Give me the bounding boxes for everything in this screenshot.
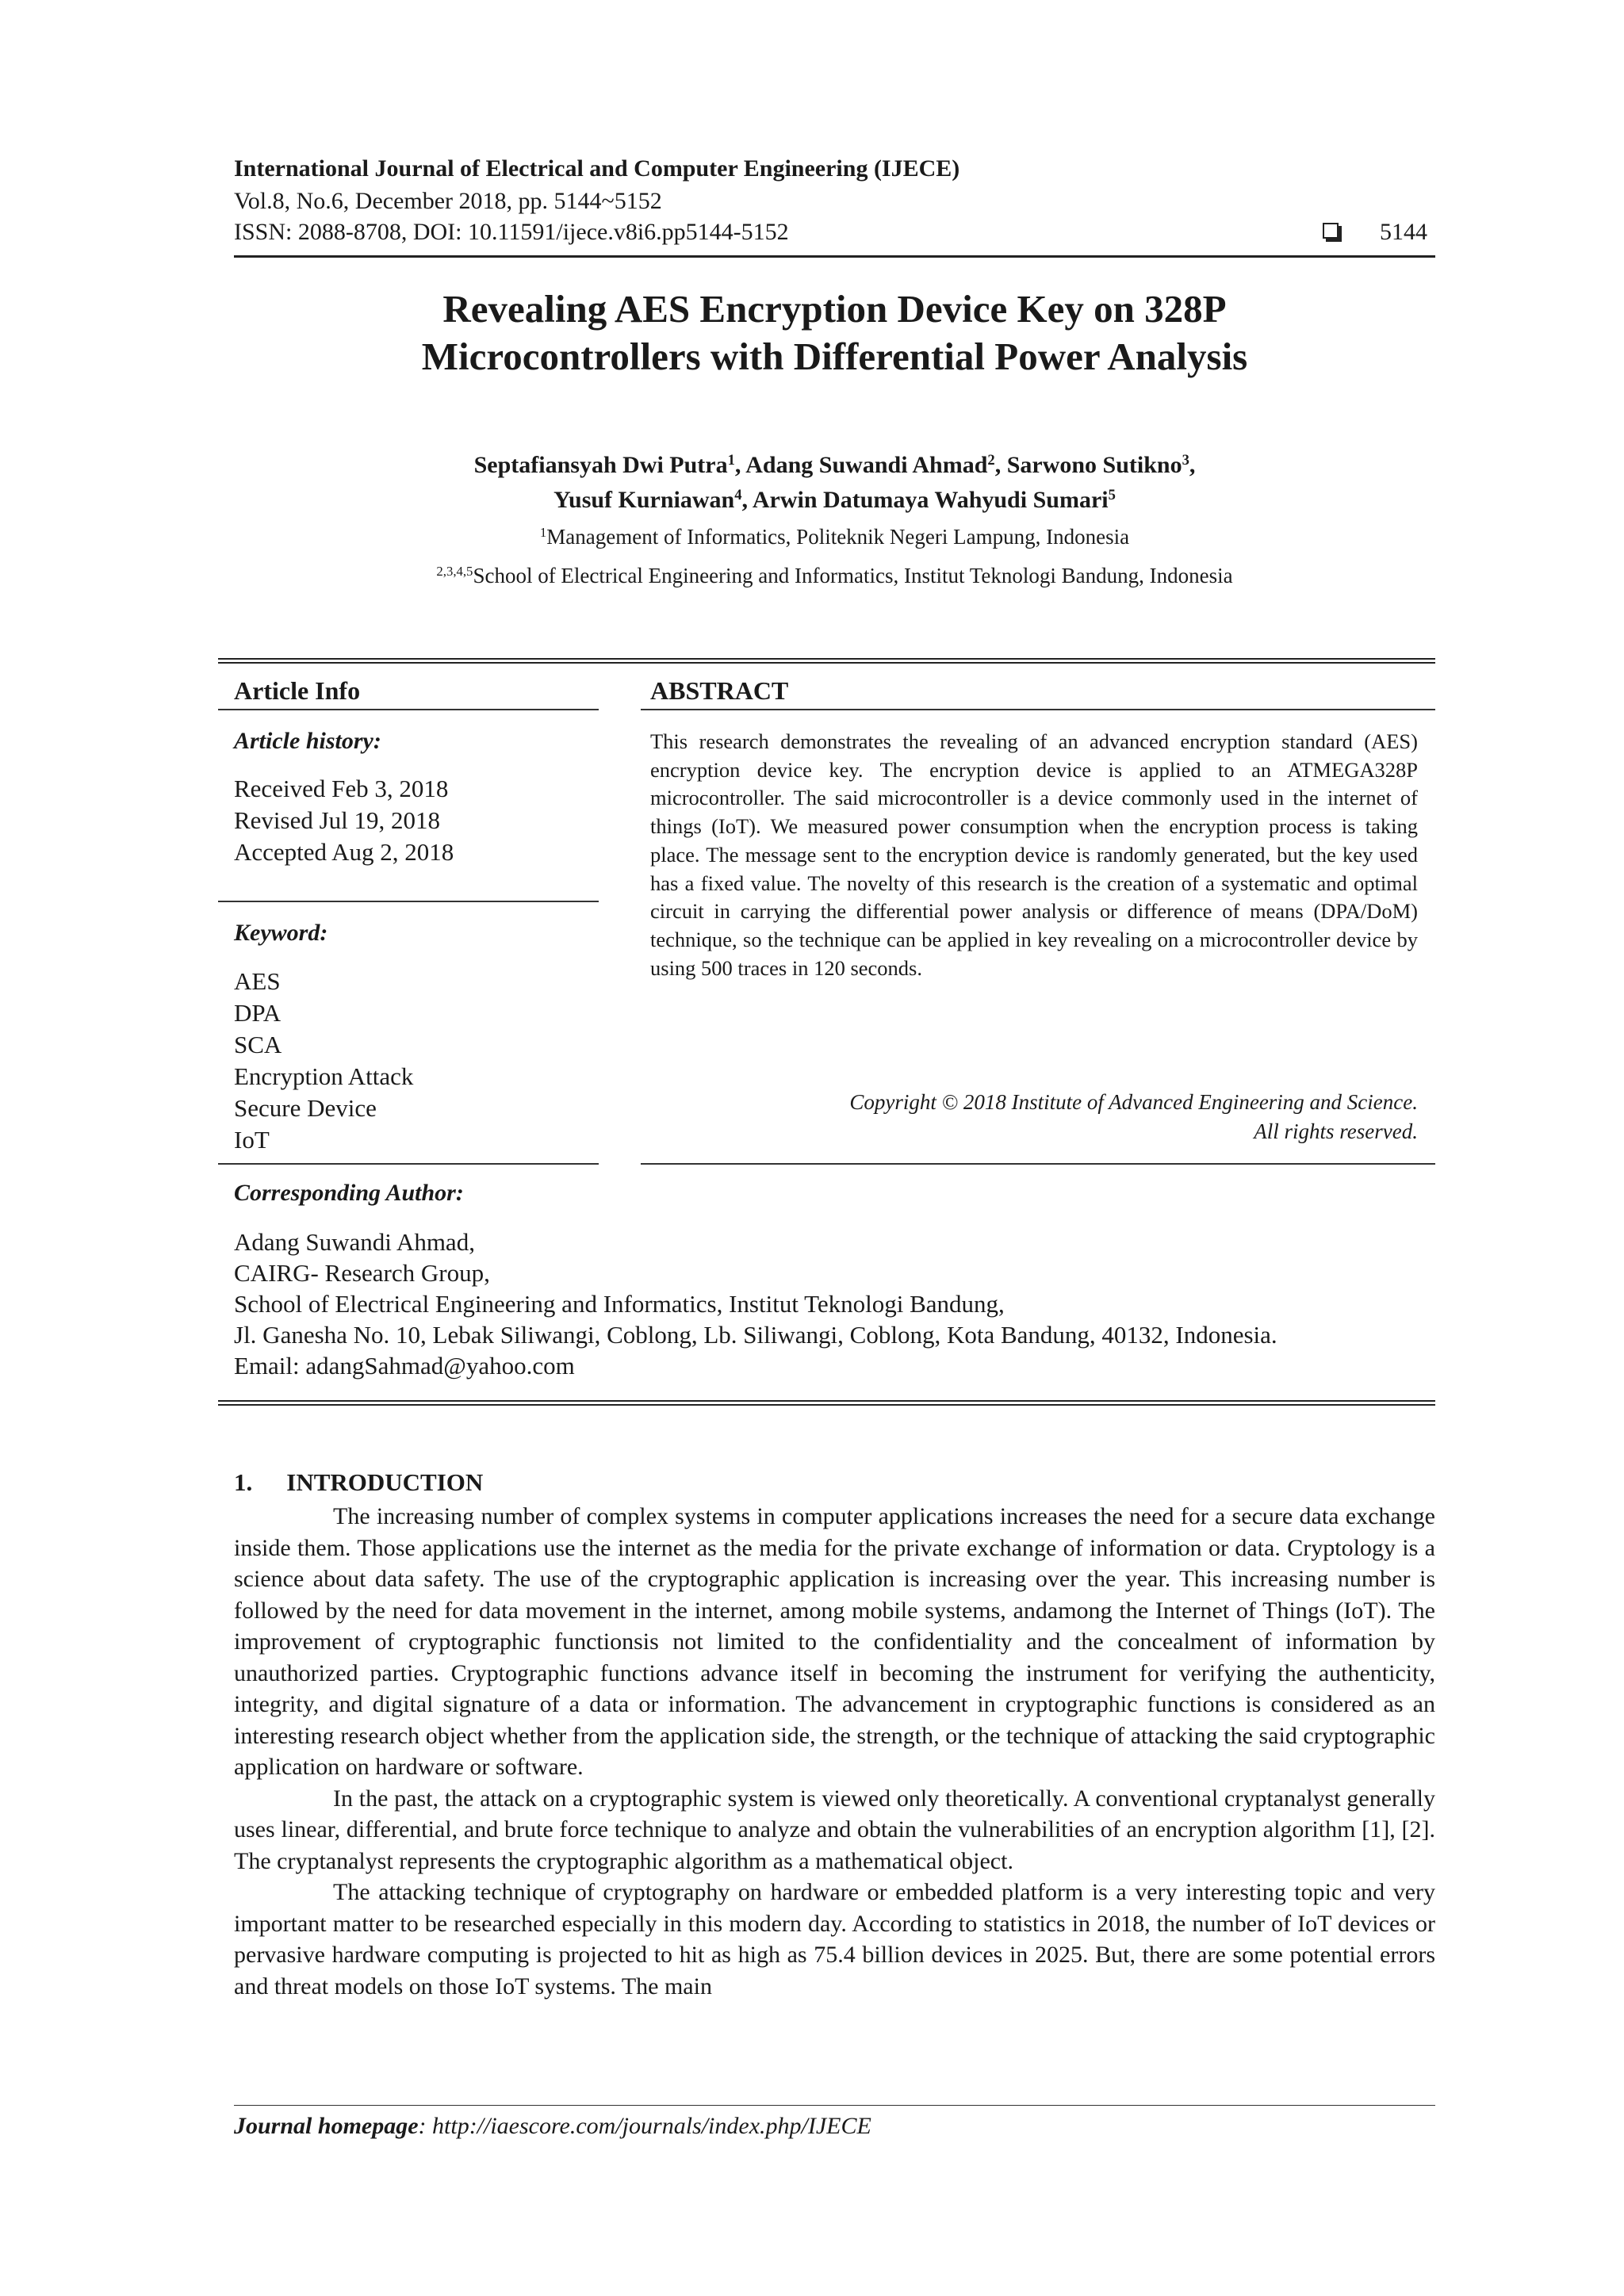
author-1-sup: 1 <box>727 451 735 469</box>
corr-email: Email: adangSahmad@yahoo.com <box>234 1352 575 1380</box>
keyword-item: DPA <box>234 999 282 1027</box>
author-5: , Arwin Datumaya Wahyudi Sumari <box>741 487 1109 513</box>
article-info-heading: Article Info <box>234 676 361 705</box>
keyword-rule <box>218 1163 599 1165</box>
revised-date: Revised Jul 19, 2018 <box>234 806 441 834</box>
article-info-rule <box>218 709 599 710</box>
abstract-heading: ABSTRACT <box>650 676 789 705</box>
header-rule <box>234 255 1435 258</box>
page-number: 5144 <box>1380 219 1427 245</box>
homepage-label: Journal homepage <box>234 2113 419 2139</box>
copyright-notice <box>650 1088 1418 1146</box>
author-3-sup: 3 <box>1182 451 1189 469</box>
paragraph: The increasing number of complex systems in computer applications increases the need for a secure data exchange inside them. Those applications use the internet as the media for the private exchange of information or data. Cryptology is a science about data safety. The use of the cryptographic application is increasing over the year. This increasing number is followed by the need for data movement in the internet, among mobile systems, andamong the Internet of Things (IoT). The improvement of cryptographic functionsis not limited to the confidentiality and the concealment of information by unauthorized parties. Cryptographic functions advance itself in becoming the instrument for verifying the authenticity, integrity, and digital signature of a data or information. The advancement in cryptographic functions is considered as an interesting research object whether from the application side, the strength, or the technique of attacking the said cryptographic application on hardware or software. <box>234 1503 1435 1780</box>
accepted-date: Accepted Aug 2, 2018 <box>234 838 454 866</box>
introduction-heading <box>234 1468 483 1497</box>
section-title: INTRODUCTION <box>286 1468 484 1496</box>
corresponding-details <box>234 1226 1471 1381</box>
journal-name: International Journal of Electrical and Computer Engineering (IJECE) <box>234 155 960 182</box>
introduction-body <box>234 1501 1435 2002</box>
paragraph: In the past, the attack on a cryptographic system is viewed only theoretically. A conventional cryptanalyst generally uses linear, differential, and brute force technique to analyze and obtain the vulnerabilities of an encryption algorithm [1], [2]. The cryptanalyst represents the cryptographic algorithm as a mathematical object. <box>234 1785 1435 1874</box>
title-line-1: Revealing AES Encryption Device Key on 328P <box>442 287 1227 331</box>
keyword-item: SCA <box>234 1031 282 1058</box>
abstract-text: This research demonstrates the revealing of an advanced encryption standard (AES) encryption device key. The encryption device is applied to an ATMEGA328P microcontroller. The said microcontroller is a device commonly used in the internet of things (IoT). We measured power consumption when the encryption process is taking place. The message sent to the encryption device is randomly generated, but the key used has a fixed value. The novelty of this research is the creation of a systematic and optimal circuit in carrying the differential power analysis or difference of means (DPA/DoM) technique, so the technique can be applied in key revealing on a microcontroller device by using 500 traces in 120 seconds. <box>650 729 1418 980</box>
author-3: , Sarwono Sutikno <box>994 452 1182 478</box>
abstract-bottom-rule <box>641 1163 1435 1165</box>
keyword-item: AES <box>234 967 281 995</box>
author-4: Yusuf Kurniawan <box>553 487 735 513</box>
affiliation-1-text: Management of Informatics, Politeknik Negeri Lampung, Indonesia <box>546 525 1130 549</box>
info-box-bottom-rule <box>218 1400 1435 1406</box>
keyword-heading: Keyword: <box>234 920 328 946</box>
copyright-line-1: Copyright © 2018 Institute of Advanced Engineering and Science. <box>849 1090 1418 1114</box>
author-1: Septafiansyah Dwi Putra <box>473 452 728 478</box>
section-number: 1. <box>234 1468 253 1496</box>
affiliation-1 <box>234 525 1435 549</box>
keyword-item: IoT <box>234 1126 270 1154</box>
paper-title <box>234 285 1435 381</box>
author-2-sup: 2 <box>987 451 995 469</box>
keyword-item: Secure Device <box>234 1094 377 1122</box>
author-5-sup: 5 <box>1108 486 1116 503</box>
copyright-line-2: All rights reserved. <box>1254 1119 1418 1143</box>
volume-info: Vol.8, No.6, December 2018, pp. 5144~5152 <box>234 188 662 214</box>
author-2: , Adang Suwandi Ahmad <box>734 452 988 478</box>
corr-school: School of Electrical Engineering and Informatics, Institut Teknologi Bandung, <box>234 1290 1005 1318</box>
author-line-2 <box>234 487 1435 514</box>
keyword-list <box>234 966 413 1156</box>
keyword-item: Encryption Attack <box>234 1062 414 1090</box>
received-date: Received Feb 3, 2018 <box>234 775 449 802</box>
issn-doi: ISSN: 2088-8708, DOI: 10.11591/ijece.v8i6.pp5144-5152 <box>234 219 789 245</box>
corr-address: Jl. Ganesha No. 10, Lebak Siliwangi, Coblong, Lb. Siliwangi, Coblong, Kota Bandung, 40132, Indonesia. <box>234 1321 1277 1349</box>
corr-group: CAIRG- Research Group, <box>234 1259 490 1287</box>
corr-name: Adang Suwandi Ahmad, <box>234 1228 475 1256</box>
footer-rule <box>234 2105 1435 2106</box>
page-box-icon <box>1323 223 1339 239</box>
history-rule <box>218 901 599 902</box>
journal-homepage <box>234 2113 871 2140</box>
homepage-url[interactable]: : http://iaescore.com/journals/index.php/IJECE <box>418 2113 871 2139</box>
affiliation-2-sup: 2,3,4,5 <box>436 563 473 579</box>
article-history-heading: Article history: <box>234 728 381 754</box>
affiliation-1-sup: 1 <box>539 524 547 540</box>
title-line-2: Microcontrollers with Differential Power Analysis <box>421 335 1248 378</box>
paragraph: The attacking technique of cryptography on hardware or embedded platform is a very interesting topic and very important matter to be researched especially in this modern day. According to statistics in 2018, the number of IoT devices or pervasive hardware computing is projected to hit as high as 75.4 billion devices in 2025. But, there are some potential errors and threat models on those IoT systems. The main <box>234 1879 1435 1999</box>
author-line-1 <box>234 452 1435 479</box>
article-history-list <box>234 773 454 868</box>
affiliation-2 <box>234 564 1435 588</box>
abstract-rule <box>641 709 1435 710</box>
info-box-top-rule <box>218 658 1435 664</box>
affiliation-2-text: School of Electrical Engineering and Informatics, Institut Teknologi Bandung, Indonesia <box>473 564 1233 587</box>
author-4-sup: 4 <box>734 486 742 503</box>
corresponding-heading: Corresponding Author: <box>234 1180 464 1206</box>
author-3-comma: , <box>1189 452 1196 478</box>
